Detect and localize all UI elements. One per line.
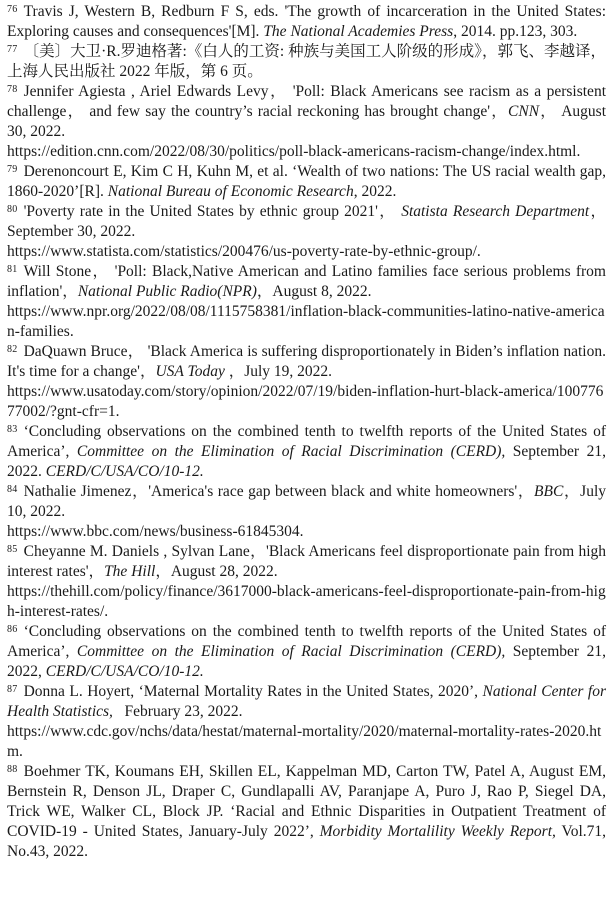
footnote-text: Donna L. Hoyert, ‘Maternal Mortality Rates in the United States, 2020’, <box>23 683 483 700</box>
footnote-source-italic: National Public Radio(NPR) <box>77 283 257 300</box>
footnote-source-italic: Morbidity Mortalility Weekly Report, <box>319 823 556 840</box>
footnote-source-italic: Committee on the Elimination of Racial Discrimination (CERD), <box>76 443 506 460</box>
footnote-number: 82 <box>7 343 18 355</box>
footnote-text: , 2022. <box>353 183 397 200</box>
footnote-number: 78 <box>7 83 18 95</box>
footnote-81 <box>7 262 606 342</box>
footnote-source-italic: CERD/C/USA/CO/10-12. <box>45 463 204 480</box>
footnote-number: 86 <box>7 623 18 635</box>
footnote-88 <box>7 762 606 862</box>
footnote-text: ‘Concluding observations on the combined tenth to twelfth reports of the United States of America’, <box>7 623 606 660</box>
footnote-url: https://www.npr.org/2022/08/08/1115758381/inflation-black-communities-latino-native-american-families. <box>7 303 605 340</box>
footnote-text: ，August 28, 2022. <box>155 563 278 580</box>
footnote-text: ，August 8, 2022. <box>256 283 372 300</box>
footnote-text: Cheyanne M. Daniels , Sylvan Lane，'Black Americans feel disproportionate pain from high interest rates'， <box>7 543 606 580</box>
footnote-text: ‘Concluding observations on the combined tenth to twelfth reports of the United States of America’, <box>7 423 606 460</box>
footnote-text: Travis J, Western B, Redburn F S, eds. 'The growth of incarceration in the United States: Exploring causes and consequences'[M]. <box>7 3 606 40</box>
footnote-url: https://www.cdc.gov/nchs/data/hestat/maternal-mortality/2020/maternal-mortality-rates-2020.htm. <box>7 723 602 760</box>
footnote-source-italic: USA Today <box>155 363 225 380</box>
footnote-source-italic: The Hill <box>104 563 156 580</box>
footnote-text: 〔美〕大卫·R.罗迪格著:《白人的工资: 种族与美国工人阶级的形成》，郭飞、李越译，上海人民出版社 2022 年版，第 6 页。 <box>7 43 606 80</box>
footnotes-list <box>7 2 606 862</box>
footnote-number: 76 <box>7 3 18 15</box>
footnote-text: ，July 10, 2022. <box>7 483 606 520</box>
footnote-text: September 21, 2022, <box>7 643 606 680</box>
footnote-url: https://edition.cnn.com/2022/08/30/politics/poll-black-americans-racism-change/index.html. <box>7 143 581 160</box>
footnote-78 <box>7 82 606 162</box>
footnote-text: Jennifer Agiesta , Ariel Edwards Levy， 'Poll: Black Americans see racism as a persistent challenge， and few say the country’s racial reckoning has brought change'， <box>7 83 606 120</box>
footnote-77 <box>7 42 606 82</box>
footnote-text: February 23, 2022. <box>112 703 243 720</box>
footnote-number: 87 <box>7 683 18 695</box>
footnote-text: Nathalie Jimenez，'America's race gap between black and white homeowners'， <box>23 483 535 500</box>
footnote-82 <box>7 342 606 422</box>
footnote-85 <box>7 542 606 622</box>
footnote-number: 79 <box>7 163 18 175</box>
footnote-source-italic: National Bureau of Economic Research <box>107 183 354 200</box>
footnote-source-italic: The National Academies Press <box>263 23 454 40</box>
footnote-text: ， August 30, 2022. <box>7 103 606 140</box>
footnote-url: https://www.bbc.com/news/business-61845304. <box>7 523 304 540</box>
footnote-text: ，September 30, 2022. <box>7 203 606 240</box>
footnote-83 <box>7 422 606 482</box>
footnote-source-italic: BBC <box>534 483 564 500</box>
footnote-source-italic: National Center for Health Statistics, <box>7 683 606 720</box>
footnote-84 <box>7 482 606 542</box>
footnote-87 <box>7 682 606 762</box>
footnote-text: Vol.71, No.43, 2022. <box>7 823 606 860</box>
footnote-text: 'Poverty rate in the United States by ethnic group 2021'， <box>23 203 402 220</box>
footnote-number: 84 <box>7 483 18 495</box>
footnote-number: 80 <box>7 203 18 215</box>
footnote-76 <box>7 2 606 42</box>
footnote-text: Derenoncourt E, Kim C H, Kuhn M, et al. ‘Wealth of two nations: The US racial wealth gap, 1860-2020’[R]. <box>7 163 606 200</box>
footnote-url: https://thehill.com/policy/finance/3617000-black-americans-feel-disproportionate-pain-from-high-interest-rates/. <box>7 583 606 620</box>
footnote-number: 83 <box>7 423 18 435</box>
footnote-text: September 21, 2022. <box>7 443 606 480</box>
footnote-text: ，July 19, 2022. <box>224 363 333 380</box>
footnote-86 <box>7 622 606 682</box>
footnote-source-italic: Statista Research Department <box>401 203 590 220</box>
footnote-number: 81 <box>7 263 18 275</box>
footnote-url: https://www.statista.com/statistics/200476/us-poverty-rate-by-ethnic-group/. <box>7 243 481 260</box>
footnote-text: Boehmer TK, Koumans EH, Skillen EL, Kappelman MD, Carton TW, Patel A, August EM, Bernstein R, Denson JL, Draper C, Gundlapalli AV, Paranjape A, Puro J, Rao P, Siegel DA, Trick WE, Walker CL, Block JP. ‘Racial and Ethnic Disparities in Outpatient Treatment of COVID-19 - United States, January-July 2022’, <box>7 763 606 840</box>
footnote-url: https://www.usatoday.com/story/opinion/2022/07/19/biden-inflation-hurt-black-america/10077677002/?gnt-cfr=1. <box>7 383 604 420</box>
footnote-number: 77 <box>7 43 18 55</box>
footnote-number: 88 <box>7 763 18 775</box>
footnote-79 <box>7 162 606 202</box>
footnote-number: 85 <box>7 543 18 555</box>
footnote-source-italic: CERD/C/USA/CO/10-12. <box>45 663 204 680</box>
footnote-source-italic: CNN <box>508 103 540 120</box>
footnote-text: DaQuawn Bruce， 'Black America is suffering disproportionately in Biden’s inflation nation. It's time for a change'， <box>7 343 606 380</box>
footnote-source-italic: Committee on the Elimination of Racial Discrimination (CERD), <box>76 643 506 660</box>
footnote-text: Will Stone， 'Poll: Black,Native American and Latino families face serious problems from inflation'， <box>7 263 606 300</box>
footnote-80 <box>7 202 606 262</box>
footnote-text: , 2014. pp.123, 303. <box>453 23 578 40</box>
